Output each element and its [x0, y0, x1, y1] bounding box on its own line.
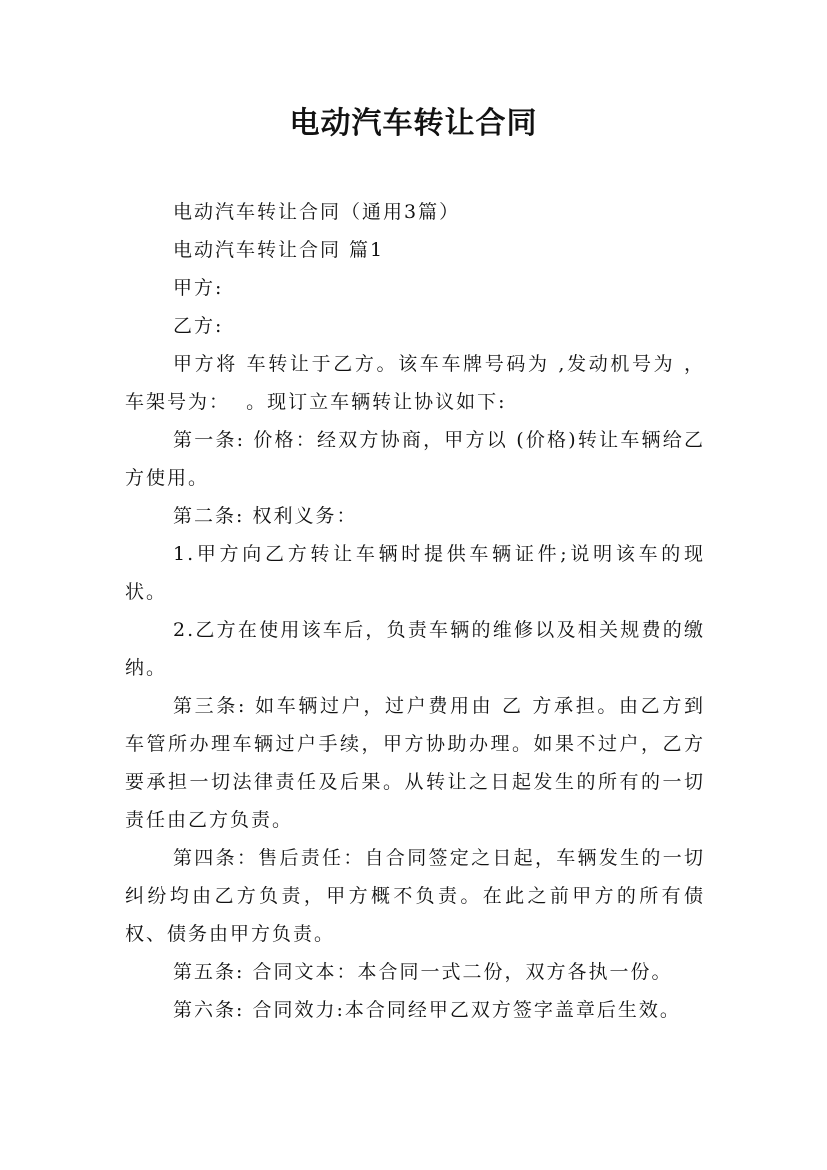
paragraph-party-b: 乙方: [173, 315, 224, 337]
paragraph-article-4: 第四条：售后责任：自合同签定之日起，车辆发生的一切纠纷均由乙方负责，甲方概不负责。在此之前甲方的所有债权、债务由甲方负责。 [125, 847, 705, 945]
paragraph-article-2: 第二条: 权利义务： [173, 505, 358, 527]
paragraph-article-6: 第六条: 合同效力:本合同经甲乙双方签字盖章后生效。 [173, 999, 681, 1021]
document-title: 电动汽车转让合同 [289, 106, 538, 141]
paragraph-party-a: 甲方: [173, 277, 224, 299]
document-body [125, 193, 705, 1029]
paragraph-article-2-item-1: 1.甲方向乙方转让车辆时提供车辆证件;说明该车的现状。 [125, 543, 705, 603]
paragraph-article-5: 第五条: 合同文本：本合同一式二份，双方各执一份。 [173, 961, 673, 983]
paragraph-section-heading: 电动汽车转让合同 篇1 [173, 239, 385, 261]
paragraph-subtitle: 电动汽车转让合同（通用3篇） [173, 201, 461, 223]
paragraph-article-2-item-2: 2.乙方在使用该车后，负责车辆的维修以及相关规费的缴纳。 [125, 619, 705, 679]
paragraph-article-3: 第三条: 如车辆过户，过户费用由 乙 方承担。由乙方到车管所办理车辆过户手续，甲方协助办理。如果不过户，乙方要承担一切法律责任及后果。从转让之日起发生的所有的一切责任由乙方负责。 [125, 695, 705, 831]
paragraph-intro: 甲方将 车转让于乙方。该车车牌号码为 ,发动机号为 ，车架号为： 。现订立车辆转让协议如下: [125, 353, 705, 413]
paragraph-article-1: 第一条: 价格：经双方协商，甲方以 (价格)转让车辆给乙方使用。 [125, 429, 705, 489]
